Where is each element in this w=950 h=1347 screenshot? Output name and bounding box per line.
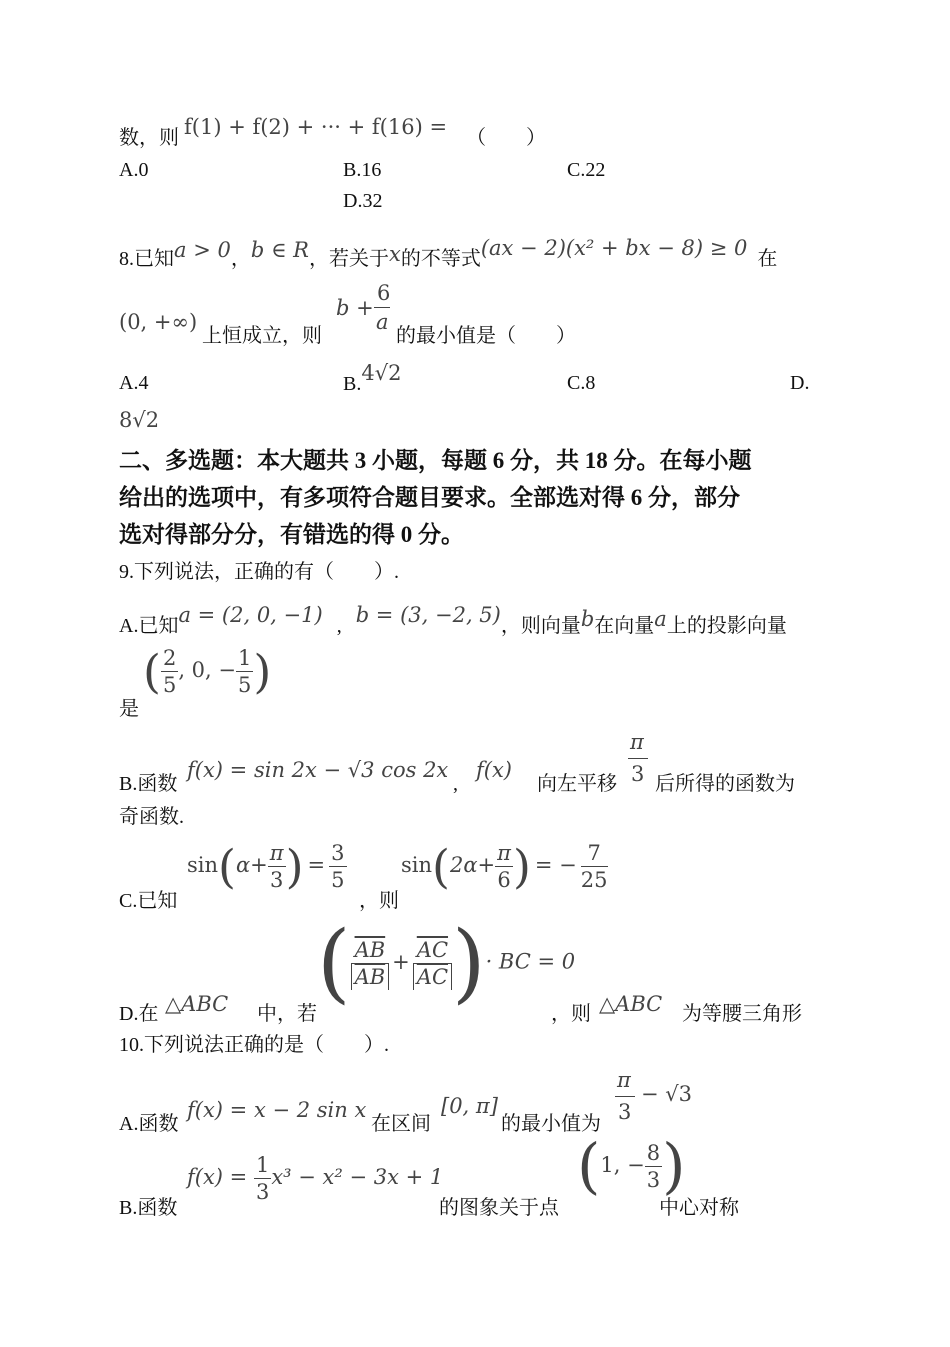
q8-text-end: 在: [757, 248, 778, 270]
q7-paren: （ ）: [466, 127, 547, 149]
q7-option-b: B.16: [343, 159, 382, 181]
section2-line3: 选对得部分分，有错选的得 0 分。: [119, 522, 464, 547]
q9-a-text2: 在向量: [594, 615, 655, 637]
q10-b-function: f(x) = $\frac{1}{3}$ x³ − x² − 3x + 1: [187, 1153, 444, 1204]
q10-a-tail: − √3: [641, 1082, 693, 1106]
q9-c-then: ，则: [359, 890, 399, 912]
q9-stem: 9.下列说法，正确的有（ ）.: [119, 561, 399, 583]
q10-a-text1: 在区间: [371, 1113, 431, 1135]
section2-line2: 给出的选项中，有多项符合题目要求。全部选对得 6 分，部分: [119, 485, 740, 510]
q9-a-result: ( $\frac{2}{5}$ , 0, − $\frac{1}{5}$ ): [143, 644, 272, 699]
q9-b-text1: 向左平移: [537, 773, 617, 795]
q9-d-triangle: △ABC: [165, 992, 229, 1016]
q9-a-lead: A.已知: [119, 615, 179, 637]
q8-text2: 上恒成立，则: [202, 325, 322, 347]
q9-b-function: f(x) = sin 2x − √3 cos 2x: [187, 758, 449, 782]
q10-a-text2: 的最小值为: [501, 1113, 601, 1135]
q8-interval: (0, +∞): [119, 310, 198, 334]
q10-a-function: f(x) = x − 2 sin x: [187, 1098, 367, 1122]
q7-stem-tail: [119, 115, 547, 150]
q9-b-three: 3: [631, 762, 645, 786]
q9-a-vector-b: b = (3, −2, 5): [355, 603, 501, 627]
q9-b-fx: f(x): [476, 758, 513, 782]
q9-a-a-symbol: a: [654, 607, 667, 631]
q8-option-b-label: B.: [343, 373, 362, 395]
q8-option-a: A.4: [119, 372, 149, 394]
q8-var-x: x: [388, 242, 401, 266]
q7-option-d: D.32: [343, 190, 383, 212]
q9-d-condition: ( $\frac{\overline{AB}}{AB}$ + $\frac{\overline{AC}}{AC}$ )· BC = 0: [317, 913, 576, 1013]
q9-a-text1: ，则向量: [500, 615, 581, 637]
q8-expr-den: a: [376, 310, 389, 334]
q9-c-expression1: sin(α+ $\frac{\pi}{3}$ ) = $\frac{3}{5}$: [187, 839, 345, 894]
q9-b-text2: 后所得的函数为: [655, 773, 795, 795]
q8-text3: 的最小值是（ ）: [396, 325, 576, 347]
q7-option-a: A.0: [119, 159, 149, 181]
q8-option-d-value: 8√2: [119, 408, 160, 432]
q8-expr-b: b +: [336, 296, 374, 320]
q8-lead: 8.已知: [119, 248, 174, 270]
q8-inequality: (ax − 2)(x² + bx − 8) ≥ 0: [480, 236, 748, 260]
q8-option-d: D.: [790, 372, 810, 394]
q9-a-is: 是: [119, 698, 139, 720]
q9-d-mid: 中，若: [257, 1003, 317, 1025]
q9-c-lead: C.已知: [119, 890, 178, 912]
q10-a-interval: [0, π]: [441, 1094, 498, 1118]
q8-expr-num: 6: [377, 281, 391, 305]
q9-d-lead: D.在: [119, 1003, 159, 1025]
q7-text: 数，则: [119, 127, 179, 149]
q8-option-c: C.8: [567, 372, 596, 394]
q10-a-pi: π: [617, 1068, 631, 1092]
q10-b-point: (1, − $\frac{8}{3}$ ): [577, 1131, 686, 1202]
q8-cond-a: a > 0: [174, 238, 231, 262]
q9-a-vector-a: a = (2, 0, −1): [178, 603, 323, 627]
q9-option-b-line2: 奇函数.: [119, 806, 184, 828]
q10-b-lead: B.函数: [119, 1197, 178, 1219]
q10-stem: 10.下列说法正确的是（ ）.: [119, 1034, 389, 1056]
q8-cond-b: b ∈ R: [250, 238, 309, 262]
q8-stem-line1: 8.已知a > 0，b ∈ R，若关于x的不等式(ax − 2)(x² + bx − 8) ≥ 0 在: [119, 236, 778, 270]
q7-expression: f(1) + f(2) + ··· + f(16) =: [184, 115, 448, 139]
q7-option-c: C.22: [567, 159, 606, 181]
q9-b-pi: π: [630, 730, 644, 754]
q9-a-b-symbol: b: [580, 607, 595, 631]
q10-a-three: 3: [618, 1100, 632, 1124]
q8-text-mid2: 的不等式: [400, 248, 481, 270]
q9-d-end: 为等腰三角形: [682, 1003, 802, 1025]
q8-text-mid: ，若关于: [308, 248, 389, 270]
q10-b-text2: 中心对称: [659, 1197, 739, 1219]
q9-option-a-line1: A.已知a = (2, 0, −1) , b = (3, −2, 5)，则向量b在向量a上的投影向量: [119, 603, 787, 637]
q9-c-expression2: sin(2α+ $\frac{\pi}{6}$ ) = − $\frac{7}{25}$: [401, 839, 608, 894]
q10-a-lead: A.函数: [119, 1113, 179, 1135]
q8-option-b: [343, 361, 402, 396]
section2-line1: 二、多选题：本大题共 3 小题，每题 6 分，共 18 分。在每小题: [119, 448, 752, 473]
q8-option-b-value: 4√2: [361, 361, 402, 385]
q9-b-lead: B.函数: [119, 773, 178, 795]
q10-b-text1: 的图象关于点: [439, 1197, 559, 1219]
q9-a-text3: 上的投影向量: [666, 615, 787, 637]
q9-d-triangle2: △ABC: [599, 992, 663, 1016]
q9-d-then: ，则: [551, 1003, 591, 1025]
